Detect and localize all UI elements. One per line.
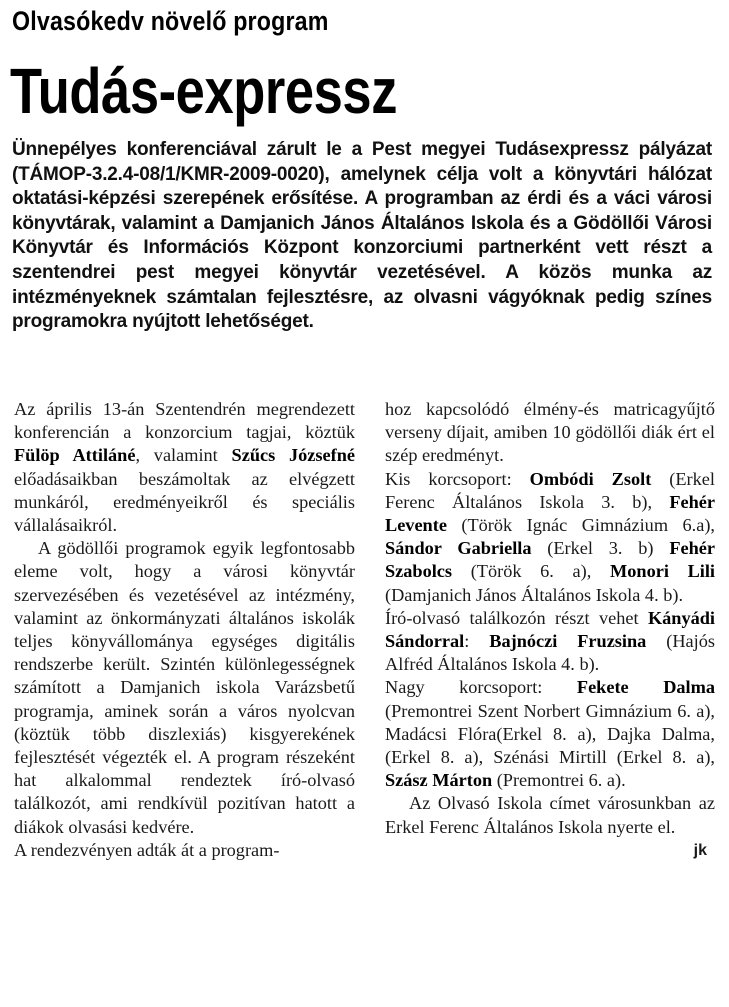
person-name: Ombódi Zsolt bbox=[529, 468, 652, 489]
author-signature: jk bbox=[693, 841, 707, 859]
person-name: Fekete Dalma bbox=[576, 677, 715, 698]
text: Kis korcsoport: bbox=[385, 468, 530, 489]
person-name: Sándor Gabriella bbox=[385, 538, 532, 559]
text: Az április 13-án Szentendrén megrendezett konferencián a konzorcium tagjai, köztük bbox=[14, 399, 355, 443]
article-lead bbox=[12, 138, 712, 335]
text: (Erkel Ferenc Általános Iskola 3. b), bbox=[385, 468, 715, 512]
text: Az Olvasó Iskola címet városunkban az Erkel Ferenc Általános Iskola nyerte el. bbox=[385, 793, 715, 837]
person-name: Bajnóczi Fruzsina bbox=[489, 631, 647, 652]
text: előadásaikban beszámoltak az elvégzett munkáról, eredményeikről és speciális vállalásaikról. bbox=[14, 468, 355, 536]
body-paragraph-2: A gödöllői programok egyik legfontosabb eleme volt, hogy a városi könyvtár szervezésében és vezetésével az intézmény, valamint az önkormányzati általános iskolák teljes könyvállománya egységes digitális rendszerbe került. Szintén különlegességnek számított a Damjanich iskola Varázsbetű programja, aminek során a város nyolcvan (köztük több diszlexiás) kisgyerekének fejlesztését végezték el. A program részeként hat alkalommal rendeztek író-olvasó találkozót, ami rendkívül pozitívan hatott a diákok olvasási kedvére. bbox=[14, 538, 355, 837]
small-group-winners bbox=[385, 468, 715, 607]
text: Nagy korcsoport: bbox=[385, 677, 577, 698]
lead-paragraph: Ünnepélyes konferenciával zárult le a Pest megyei Tudásexpressz pályázat (TÁMOP-3.2.4-08/1/KMR-2009-0020), amelynek célja volt a könyvtári hálózat oktatási-képzési szerepének erősítése. A programban az érdi és a váci városi könyvtárak, valamint a Damjanich János Általános Iskola és a Gödöllői Városi Könyvtár és Információs Központ konzorciumi partnerként vett részt a szentendrei pest megyei könyvtár vezetésével. A közös munka az intézményeknek számtalan fejlesztésre, az olvasni vágyóknak pedig színes programokra nyújtott lehetőséget. bbox=[12, 139, 712, 333]
text: , valamint bbox=[135, 445, 232, 466]
text: (Erkel 3. b) bbox=[531, 538, 670, 559]
article-kicker: Olvasókedv növelő program bbox=[12, 6, 329, 36]
text: (Damjanich János Általános Iskola 4. b). bbox=[385, 584, 684, 605]
author-meeting-winner bbox=[385, 607, 715, 677]
text: (Premontrei Szent Norbert Gimnázium 6. a), Madácsi Flóra(Erkel 8. a), Dajka Dalma, (Erkel 8. a), Szénási Mirtill (Erkel 8. a), bbox=[385, 700, 715, 768]
person-name: Monori Lili bbox=[610, 561, 716, 582]
person-name: Fehér Levente bbox=[385, 491, 715, 536]
body-paragraph-final bbox=[385, 792, 715, 859]
text: (Török 6. a), bbox=[452, 561, 610, 582]
body-paragraph-4: hoz kapcsolódó élmény-és matricagyűjtő verseny díjait, amiben 10 gödöllői diák ért el szép eredményt. bbox=[385, 399, 715, 466]
body-paragraph-3: A rendezvényen adták át a program- bbox=[14, 839, 280, 860]
person-name: Szűcs Józsefné bbox=[231, 445, 355, 466]
text: (Premontrei 6. a). bbox=[492, 770, 626, 791]
person-name: Kányádi Sándorral bbox=[385, 607, 715, 652]
text: : bbox=[464, 631, 490, 652]
right-column bbox=[385, 398, 715, 862]
article-headline: Tudás-expressz bbox=[10, 55, 398, 127]
large-group-winners bbox=[385, 676, 715, 792]
person-name: Fülöp Attiláné bbox=[14, 445, 136, 466]
text: Író-olvasó találkozón részt vehet bbox=[385, 607, 648, 628]
text: (Hajós Alfréd Általános Iskola 4. b). bbox=[385, 631, 715, 675]
person-name: Szász Márton bbox=[385, 770, 493, 791]
left-column bbox=[14, 398, 355, 862]
text: (Török Ignác Gimnázium 6.a), bbox=[446, 515, 715, 536]
person-name: Fehér Szabolcs bbox=[385, 538, 715, 582]
body-paragraph-1 bbox=[14, 398, 355, 537]
